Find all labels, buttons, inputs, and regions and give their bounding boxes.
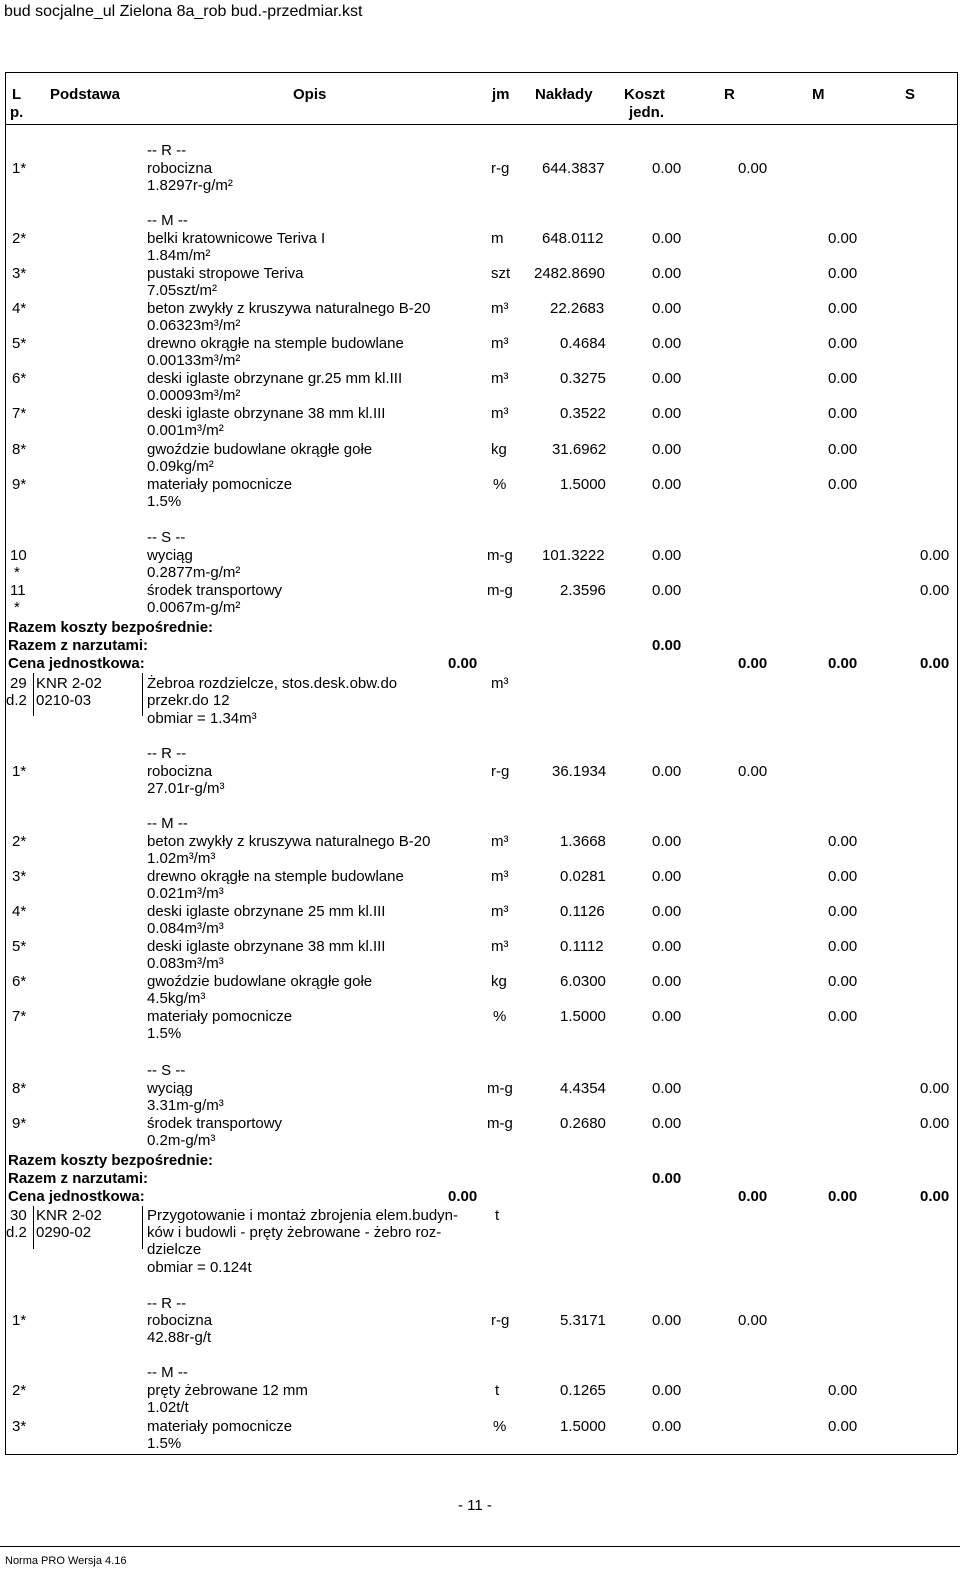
row-qty: 1.5000: [560, 476, 606, 493]
row-jm: m-g: [487, 1115, 513, 1132]
row-m: 0.00: [828, 441, 858, 458]
row-jm: m³: [491, 300, 509, 317]
row-norm: 1.84m/m²: [147, 247, 211, 264]
row-m: 0.00: [828, 1008, 858, 1025]
row-cost: 0.00: [652, 1080, 682, 1097]
row-name: wyciąg: [147, 547, 193, 564]
row-lp: 5*: [12, 335, 27, 352]
row-name: drewno okrągłe na stemple budowlane: [147, 335, 404, 352]
header-s: S: [905, 86, 916, 103]
section-m-header: -- M --: [147, 212, 188, 229]
row-cost: 0.00: [652, 300, 682, 317]
row-name: materiały pomocnicze: [147, 476, 293, 493]
section-s-header: -- S --: [147, 529, 186, 546]
row-name: robocizna: [147, 763, 213, 780]
row-m: 0.00: [828, 335, 858, 352]
row-qty: 2482.8690: [534, 265, 605, 282]
row-qty: 1.5000: [560, 1008, 606, 1025]
row-lp-2: *: [14, 599, 20, 616]
row-s: 0.00: [920, 582, 950, 599]
row-qty: 0.2680: [560, 1115, 606, 1132]
section-r-header: -- R --: [147, 142, 187, 159]
row-jm: m-g: [487, 1080, 513, 1097]
footer-rule: [0, 1546, 960, 1547]
document-title: bud socjalne_ul Zielona 8a_rob bud.-przedmiar.kst: [4, 3, 363, 20]
row-qty: 6.0300: [560, 973, 606, 990]
razem-narzutami-label: Razem z narzutami:: [8, 637, 149, 654]
row-norm: 1.02m³/m³: [147, 850, 216, 867]
razem-bezposrednie-label: Razem koszty bezpośrednie:: [8, 1152, 214, 1169]
row-norm: 3.31m-g/m³: [147, 1097, 224, 1114]
row-lp: 2*: [12, 230, 27, 247]
position-desc: Przygotowanie i montaż zbrojenia elem.budyn-: [147, 1207, 458, 1224]
cena-m-value: 0.00: [828, 1188, 858, 1205]
cena-s-value: 0.00: [920, 1188, 950, 1205]
row-qty: 101.3222: [542, 547, 605, 564]
row-name: beton zwykły z kruszywa naturalnego B-20: [147, 300, 431, 317]
row-s: 0.00: [920, 1080, 950, 1097]
row-cost: 0.00: [652, 335, 682, 352]
row-m: 0.00: [828, 476, 858, 493]
row-norm: 0.083m³/m³: [147, 955, 224, 972]
header-lp: L: [12, 86, 22, 103]
left-border: [5, 72, 6, 1454]
table-top-border: [5, 72, 957, 73]
row-cost: 0.00: [652, 441, 682, 458]
row-s: 0.00: [920, 1115, 950, 1132]
position-code-2: 0290-02: [36, 1224, 92, 1241]
row-name: deski iglaste obrzynane gr.25 mm kl.III: [147, 370, 403, 387]
table-bottom-border: [5, 1454, 957, 1455]
row-lp: 2*: [12, 833, 27, 850]
row-jm: r-g: [491, 1312, 510, 1329]
row-lp: 6*: [12, 370, 27, 387]
row-jm: m-g: [487, 582, 513, 599]
position-desc-3: dzielcze: [147, 1241, 202, 1258]
row-cost: 0.00: [652, 763, 682, 780]
row-name: materiały pomocnicze: [147, 1008, 293, 1025]
row-cost: 0.00: [652, 833, 682, 850]
row-jm: m³: [491, 833, 509, 850]
row-jm: %: [493, 1418, 507, 1435]
row-jm: t: [495, 1382, 500, 1399]
row-jm: %: [493, 1008, 507, 1025]
row-qty: 0.4684: [560, 335, 606, 352]
row-jm: r-g: [491, 160, 510, 177]
row-jm: %: [493, 476, 507, 493]
row-jm: szt: [491, 265, 511, 282]
row-qty: 22.2683: [550, 300, 605, 317]
row-norm: 0.084m³/m³: [147, 920, 224, 937]
row-qty: 0.1112: [560, 938, 604, 955]
row-lp: 5*: [12, 938, 27, 955]
col-sep: [33, 673, 34, 716]
row-m: 0.00: [828, 833, 858, 850]
cena-r-value: 0.00: [738, 1188, 768, 1205]
row-norm: 4.5kg/m³: [147, 990, 206, 1007]
row-jm: m³: [491, 868, 509, 885]
row-jm: m³: [491, 370, 509, 387]
row-jm: m: [491, 230, 504, 247]
row-lp: 1*: [12, 1312, 27, 1329]
row-lp: 2*: [12, 1382, 27, 1399]
header-opis: Opis: [293, 86, 327, 103]
razem-narzutami-value: 0.00: [652, 1170, 682, 1187]
row-qty: 2.3596: [560, 582, 606, 599]
row-m: 0.00: [828, 370, 858, 387]
row-norm: 7.05szt/m²: [147, 282, 218, 299]
row-qty: 644.3837: [542, 160, 605, 177]
row-qty: 0.3522: [560, 405, 606, 422]
row-lp-2: *: [14, 564, 20, 581]
row-jm: m-g: [487, 547, 513, 564]
row-cost: 0.00: [652, 973, 682, 990]
section-r-header: -- R --: [147, 1295, 187, 1312]
row-cost: 0.00: [652, 938, 682, 955]
row-norm: 0.06323m³/m²: [147, 317, 241, 334]
row-cost: 0.00: [652, 230, 682, 247]
position-lp: 29: [10, 675, 27, 692]
row-r: 0.00: [738, 160, 768, 177]
position-lp-2: d.2: [6, 1224, 27, 1241]
row-jm: m³: [491, 335, 509, 352]
row-norm: 0.00093m³/m²: [147, 387, 241, 404]
row-qty: 4.4354: [560, 1080, 606, 1097]
row-lp: 7*: [12, 405, 27, 422]
row-m: 0.00: [828, 1418, 858, 1435]
row-s: 0.00: [920, 547, 950, 564]
row-qty: 0.3275: [560, 370, 606, 387]
position-obmiar: obmiar = 0.124t: [147, 1259, 252, 1276]
row-lp: 1*: [12, 763, 27, 780]
row-qty: 0.1126: [560, 903, 605, 920]
position-lp: 30: [10, 1207, 27, 1224]
header-lp-2: p.: [10, 104, 24, 121]
row-qty: 1.5000: [560, 1418, 606, 1435]
row-cost: 0.00: [652, 547, 682, 564]
row-name: środek transportowy: [147, 1115, 283, 1132]
row-lp: 9*: [12, 1115, 27, 1132]
position-jm: t: [495, 1207, 500, 1224]
position-lp-2: d.2: [6, 692, 27, 709]
row-cost: 0.00: [652, 1382, 682, 1399]
row-m: 0.00: [828, 405, 858, 422]
row-lp: 8*: [12, 1080, 27, 1097]
position-desc: Żebroa rozdzielcze, stos.desk.obw.do: [147, 675, 398, 692]
row-jm: m³: [491, 938, 509, 955]
header-m: M: [812, 86, 825, 103]
row-qty: 0.0281: [560, 868, 606, 885]
page-number: - 11 -: [458, 1497, 492, 1514]
row-lp: 3*: [12, 265, 27, 282]
row-r: 0.00: [738, 763, 768, 780]
row-m: 0.00: [828, 903, 858, 920]
row-norm: 0.2877m-g/m²: [147, 564, 241, 581]
row-m: 0.00: [828, 230, 858, 247]
row-jm: m³: [491, 903, 509, 920]
row-norm: 27.01r-g/m³: [147, 780, 225, 797]
row-m: 0.00: [828, 265, 858, 282]
row-m: 0.00: [828, 1382, 858, 1399]
section-r-header: -- R --: [147, 745, 187, 762]
row-name: gwoździe budowlane okrągłe gołe: [147, 973, 373, 990]
row-name: materiały pomocnicze: [147, 1418, 293, 1435]
row-name: środek transportowy: [147, 582, 283, 599]
row-lp: 3*: [12, 1418, 27, 1435]
razem-narzutami-label: Razem z narzutami:: [8, 1170, 149, 1187]
row-m: 0.00: [828, 300, 858, 317]
row-cost: 0.00: [652, 868, 682, 885]
header-podstawa: Podstawa: [50, 86, 121, 103]
row-norm: 0.00133m³/m²: [147, 352, 241, 369]
row-cost: 0.00: [652, 1115, 682, 1132]
position-obmiar: obmiar = 1.34m³: [147, 710, 257, 727]
cena-jednostkowa-label: Cena jednostkowa:: [8, 1188, 145, 1205]
row-jm: kg: [491, 973, 507, 990]
row-norm: 0.021m³/m³: [147, 885, 224, 902]
row-name: wyciąg: [147, 1080, 193, 1097]
row-lp: 1*: [12, 160, 27, 177]
row-m: 0.00: [828, 868, 858, 885]
header-r: R: [724, 86, 735, 103]
row-qty: 36.1934: [552, 763, 607, 780]
header-jm: jm: [492, 86, 510, 103]
cena-s-value: 0.00: [920, 655, 950, 672]
row-name: drewno okrągłe na stemple budowlane: [147, 868, 404, 885]
row-cost: 0.00: [652, 476, 682, 493]
row-jm: m³: [491, 405, 509, 422]
header-koszt-2: jedn.: [629, 104, 665, 121]
header-naklady: Nakłady: [535, 86, 593, 103]
row-name: beton zwykły z kruszywa naturalnego B-20: [147, 833, 431, 850]
row-name: pręty żebrowane 12 mm: [147, 1382, 308, 1399]
footer-version: Norma PRO Wersja 4.16: [5, 1555, 127, 1567]
position-desc-2: przekr.do 12: [147, 692, 230, 709]
row-norm: 0.0067m-g/m²: [147, 599, 241, 616]
row-name: deski iglaste obrzynane 38 mm kl.III: [147, 938, 386, 955]
row-r: 0.00: [738, 1312, 768, 1329]
razem-narzutami-value: 0.00: [652, 637, 682, 654]
row-jm: r-g: [491, 763, 510, 780]
cena-value: 0.00: [448, 1188, 478, 1205]
row-lp: 9*: [12, 476, 27, 493]
cena-m-value: 0.00: [828, 655, 858, 672]
col-sep: [142, 1206, 143, 1249]
row-lp: 4*: [12, 903, 27, 920]
cena-r-value: 0.00: [738, 655, 768, 672]
row-cost: 0.00: [652, 160, 682, 177]
row-norm: 42.88r-g/t: [147, 1329, 212, 1346]
row-norm: 1.5%: [147, 493, 182, 510]
cena-jednostkowa-label: Cena jednostkowa:: [8, 655, 145, 672]
row-lp: 10: [10, 547, 27, 564]
row-cost: 0.00: [652, 582, 682, 599]
position-code-2: 0210-03: [36, 692, 92, 709]
row-norm: 1.5%: [147, 1025, 182, 1042]
row-cost: 0.00: [652, 1312, 682, 1329]
row-lp: 8*: [12, 441, 27, 458]
row-qty: 5.3171: [560, 1312, 606, 1329]
row-lp: 7*: [12, 1008, 27, 1025]
row-lp: 3*: [12, 868, 27, 885]
row-qty: 31.6962: [552, 441, 607, 458]
row-cost: 0.00: [652, 1418, 682, 1435]
row-norm: 1.8297r-g/m²: [147, 177, 233, 194]
row-cost: 0.00: [652, 405, 682, 422]
position-desc-2: ków i budowli - pręty żebrowane - żebro roz-: [147, 1224, 442, 1241]
right-border: [957, 72, 958, 1454]
row-norm: 0.2m-g/m³: [147, 1132, 216, 1149]
row-m: 0.00: [828, 938, 858, 955]
section-m-header: -- M --: [147, 1364, 188, 1381]
row-m: 0.00: [828, 973, 858, 990]
razem-bezposrednie-label: Razem koszty bezpośrednie:: [8, 619, 214, 636]
position-jm: m³: [491, 675, 509, 692]
position-code: KNR 2-02: [36, 675, 102, 692]
header-koszt: Koszt: [624, 86, 665, 103]
col-sep: [142, 673, 143, 716]
row-qty: 0.1265: [560, 1382, 606, 1399]
row-name: robocizna: [147, 160, 213, 177]
cena-value: 0.00: [448, 655, 478, 672]
row-lp: 4*: [12, 300, 27, 317]
row-norm: 0.001m³/m²: [147, 422, 224, 439]
row-qty: 648.0112: [542, 230, 604, 247]
row-norm: 0.09kg/m²: [147, 458, 214, 475]
row-cost: 0.00: [652, 903, 682, 920]
row-jm: kg: [491, 441, 507, 458]
row-norm: 1.02t/t: [147, 1399, 189, 1416]
header-bottom-border: [5, 124, 957, 125]
row-cost: 0.00: [652, 265, 682, 282]
position-code: KNR 2-02: [36, 1207, 102, 1224]
row-norm: 1.5%: [147, 1435, 182, 1452]
row-cost: 0.00: [652, 1008, 682, 1025]
row-name: gwoździe budowlane okrągłe gołe: [147, 441, 373, 458]
section-m-header: -- M --: [147, 815, 188, 832]
row-name: belki kratownicowe Teriva I: [147, 230, 326, 247]
col-sep: [33, 1206, 34, 1249]
row-name: deski iglaste obrzynane 25 mm kl.III: [147, 903, 386, 920]
row-name: robocizna: [147, 1312, 213, 1329]
row-qty: 1.3668: [560, 833, 606, 850]
row-lp: 6*: [12, 973, 27, 990]
row-lp: 11: [10, 582, 26, 599]
row-name: deski iglaste obrzynane 38 mm kl.III: [147, 405, 386, 422]
row-cost: 0.00: [652, 370, 682, 387]
row-name: pustaki stropowe Teriva: [147, 265, 304, 282]
section-s-header: -- S --: [147, 1062, 186, 1079]
